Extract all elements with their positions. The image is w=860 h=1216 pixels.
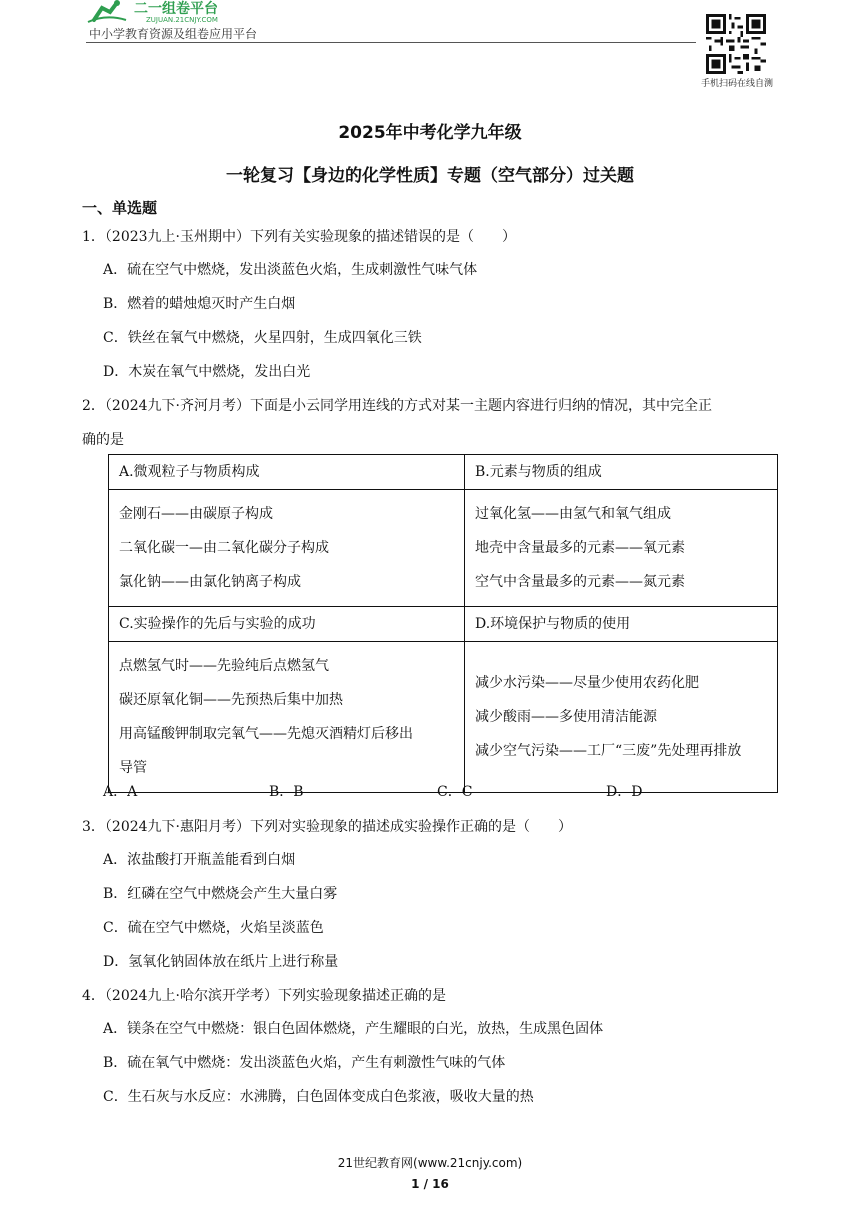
header-divider [86, 42, 696, 43]
logo-url-text: ZUJUAN.21CNJY.COM [146, 16, 218, 24]
question-2-option-a: A．A [103, 784, 138, 800]
question-3-option-b: B．红磷在空气中燃烧会产生大量白雾 [103, 886, 338, 902]
table-line: 金刚石——由碳原子构成 [119, 506, 273, 522]
question-1-option-b: B．燃着的蜡烛熄灭时产生白烟 [103, 296, 296, 312]
table-line: 用高锰酸钾制取完氧气——先熄灭酒精灯后移出 [119, 726, 413, 742]
question-4-option-c: C．生石灰与水反应：水沸腾，白色固体变成白色浆液，吸收大量的热 [103, 1089, 534, 1105]
table-line: 过氧化氢——由氢气和氧气组成 [475, 506, 671, 522]
table-line: 空气中含量最多的元素——氮元素 [475, 574, 685, 590]
question-2-stem-line2: 确的是 [82, 432, 124, 448]
page-subtitle: 一轮复习【身边的化学性质】专题（空气部分）过关题 [226, 166, 634, 186]
question-4-option-a: A．镁条在空气中燃烧：银白色固体燃烧，产生耀眼的白光，放热，生成黑色固体 [103, 1021, 604, 1037]
footer-site: 21世纪教育网(www.21cnjy.com) [337, 1156, 523, 1170]
page-number: 1 / 16 [411, 1177, 449, 1191]
question-2-option-b: B．B [269, 784, 304, 800]
question-2-stem-line1: 2．（2024九下·齐河月考）下面是小云同学用连线的方式对某一主题内容进行归纳的情况，其中完全正 [82, 398, 712, 414]
question-1-stem: 1．（2023九上·玉州期中）下列有关实验现象的描述错误的是（ ） [82, 229, 516, 245]
table-line: 氯化钠——由氯化钠离子构成 [119, 574, 301, 590]
table-cell-b-head: B.元素与物质的组成 [465, 455, 778, 490]
question-3-option-a: A．浓盐酸打开瓶盖能看到白烟 [103, 852, 296, 868]
question-4-option-b: B．硫在氧气中燃烧：发出淡蓝色火焰，产生有刺激性气味的气体 [103, 1055, 506, 1071]
question-2-option-c: C．C [437, 784, 473, 800]
table-cell-a-body [109, 490, 465, 607]
header-subtitle: 中小学教育资源及组卷应用平台 [89, 27, 258, 41]
section-heading: 一、单选题 [82, 199, 158, 217]
platform-logo [86, 0, 276, 24]
logo-text: 二一组卷平台 [134, 1, 218, 17]
table-cell-c-body [109, 642, 465, 793]
question-2-table [108, 454, 778, 793]
qr-code-icon [706, 14, 766, 74]
qr-caption: 手机扫码在线自测 [700, 79, 773, 89]
question-3-option-c: C．硫在空气中燃烧，火焰呈淡蓝色 [103, 920, 324, 936]
page-title: 2025年中考化学九年级 [338, 123, 522, 143]
question-1-option-a: A．硫在空气中燃烧，发出淡蓝色火焰，生成刺激性气味气体 [103, 262, 478, 278]
table-cell-c-head: C.实验操作的先后与实验的成功 [109, 607, 465, 642]
table-line: 减少水污染——尽量少使用农药化肥 [475, 675, 699, 691]
table-line: 减少空气污染——工厂“三废”先处理再排放 [475, 743, 742, 759]
table-cell-d-body [465, 642, 778, 793]
question-3-option-d: D．氢氧化钠固体放在纸片上进行称量 [103, 954, 339, 970]
table-line: 点燃氢气时——先验纯后点燃氢气 [119, 658, 329, 674]
table-line: 导管 [119, 760, 147, 776]
question-1-option-c: C．铁丝在氧气中燃烧，火星四射，生成四氧化三铁 [103, 330, 422, 346]
question-3-stem: 3．（2024九下·惠阳月考）下列对实验现象的描述成实验操作正确的是（ ） [82, 819, 572, 835]
question-4-stem: 4．（2024九上·哈尔滨开学考）下列实验现象描述正确的是 [82, 988, 446, 1004]
table-line: 地壳中含量最多的元素——氧元素 [475, 540, 685, 556]
table-line: 碳还原氧化铜——先预热后集中加热 [119, 692, 343, 708]
runner-logo-icon [86, 0, 276, 24]
table-cell-b-body [465, 490, 778, 607]
question-1-option-d: D．木炭在氧气中燃烧，发出白光 [103, 364, 311, 380]
table-line: 二氧化碳一—由二氧化碳分子构成 [119, 540, 329, 556]
table-cell-d-head: D.环境保护与物质的使用 [465, 607, 778, 642]
question-2-option-d: D．D [606, 784, 643, 800]
table-line: 减少酸雨——多使用清洁能源 [475, 709, 657, 725]
table-cell-a-head: A.微观粒子与物质构成 [109, 455, 465, 490]
